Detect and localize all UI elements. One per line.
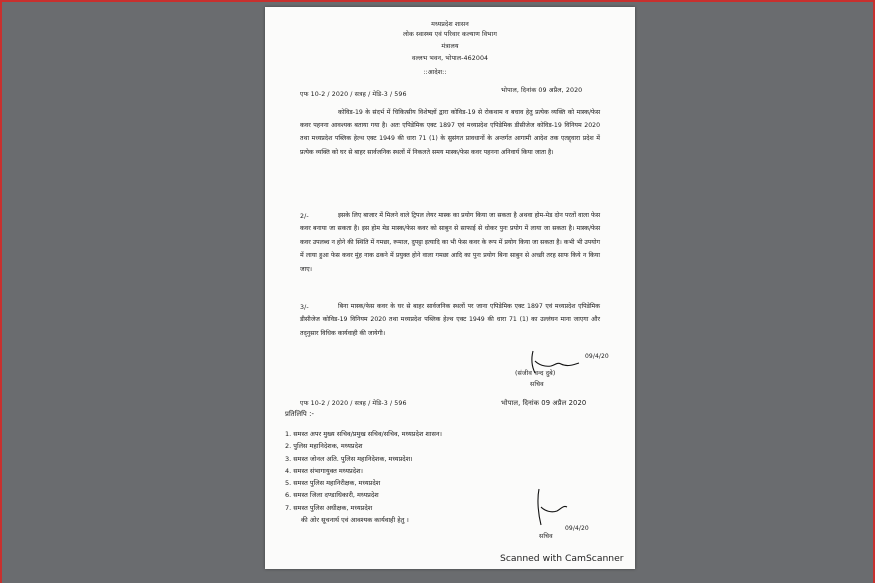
signature-2-title: सचिव	[539, 533, 553, 540]
list-item: की ओर सूचनार्थ एवं आवश्यक कार्यवाही हेतु ।	[301, 516, 409, 525]
paragraph-2: इसके लिए बाजार में मिलने वाले ट्रिपल लेयर मास्क का प्रयोग किया जा सकता है अथवा होम-मेड दोन परतों वाला फेस कवर बनाया जा सकता है। इस होम मेड मास्क/फेस कवर को साबुन से साफाई से धोकर पुनः प्रयोग में लाया जा सकता है। मास्क/फेस कवर उपलब्ध न होने की स्थिति में गमछा, रूमाल, दुपट्टा इत्यादि का भी फेस कवर के रूप में प्रयोग किया जा सकता है। कभी भी उपयोग में लाया हुआ फेस कवर मुंह नाक ढकने में प्रयुक्त होने वाला गमछा आदि का पुनः प्रयोग बिना साबुन से अच्छी तरह साफ किये न किया जाए।	[300, 212, 600, 273]
header-department: लोक स्वास्थ्य एवं परिवार कल्याण विभाग	[403, 31, 497, 38]
order-number: एफ 10-2 / 2020 / सत्रह / मेडि-3 / 596	[300, 91, 407, 98]
list-item: 1. समस्त अपर मुख्य सचिव/प्रमुख सचिव/सचिव, मध्यप्रदेश शासन।	[285, 430, 443, 438]
list-item: 3. समस्त जोनल अति. पुलिस महानिदेशक, मध्यप्रदेश।	[285, 454, 413, 463]
frame-left-border	[0, 2, 2, 583]
camscanner-watermark: Scanned with CamScanner	[500, 553, 624, 564]
paragraph-2-number: 2/-	[300, 213, 309, 220]
signature-2-date: 09/4/20	[565, 525, 589, 532]
signature-1-title: सचिव	[530, 381, 544, 388]
list-item: 6. समस्त जिला दण्डाधिकारी, मध्यप्रदेश	[285, 491, 379, 500]
paragraph-3: बिना मास्क/फेस कवर के घर से बाहर सार्वजनिक स्थलों पर जाना एपिडेमिक एक्ट 1897 एवं मध्यप्रदेश एपिडेमिक डीसीजेज कोविड-19 विनियम 2020 तथा मध्यप्रदेश पब्लिक हेल्थ एक्ट 1949 की धारा 71 (1) का उल्लंघन माना जाएगा और तद्नुसार विधिक कार्यवाही की जायेगी।	[300, 303, 600, 337]
list-item: 5. समस्त पुलिस महानिरीक्षक, मध्यप्रदेश	[285, 479, 381, 488]
order-title: ::आदेश::	[423, 69, 447, 76]
order-date: भोपाल, दिनांक 09 अप्रैल, 2020	[501, 87, 583, 94]
header-govt: मध्यप्रदेश शासन	[431, 21, 469, 28]
header-ministry: मंत्रालय	[441, 43, 459, 50]
list-item: 4. समस्त संभागायुक्त मध्यप्रदेश।	[285, 466, 363, 475]
copy-order-number: एफ 10-2 / 2020 / सत्रह / मेडि-3 / 596	[300, 400, 407, 407]
signature-1-name: (संजीव चन्द दुबे)	[515, 370, 556, 377]
paragraph-3-number: 3/-	[300, 304, 309, 311]
copy-label: प्रतिलिपि :-	[285, 410, 315, 418]
document-page	[265, 7, 635, 569]
signature-1-date: 09/4/20	[585, 353, 609, 360]
list-item: 7. समस्त पुलिस अधीक्षक, मध्यप्रदेश	[285, 503, 373, 512]
paragraph-1: कोविड-19 के संदर्भ में चिकित्सीय विशेषज्ञों द्वारा कोविड-19 से रोकथाम व बचाव हेतु प्रत्येक व्यक्ति को मास्क/फेस कवर पहनना आवश्यक बताया गया है। अतः एपिडेमिक एक्ट 1897 एवं मध्यप्रदेश एपिडेमिक डीसीजेज कोविड-19 विनियम 2020 तथा मध्यप्रदेश पब्लिक हेल्थ एक्ट 1949 की धारा 71 (1) के सुसंगत प्रावधानों के अन्तर्गत आगामी आदेश तक एतद्द्वारा प्रदेश में प्रत्येक व्यक्ति को घर से बाहर सार्वजनिक स्थलों में निकलते समय मास्क/फेस कवर पहनना अनिवार्य किया जाता है।	[300, 109, 600, 156]
copy-order-date: भोपाल, दिनांक 09 अप्रैल 2020	[501, 399, 587, 407]
list-item: 2. पुलिस महानिदेशक, मध्यप्रदेश	[285, 442, 363, 451]
header-address: वल्लभ भवन, भोपाल-462004	[411, 55, 489, 62]
